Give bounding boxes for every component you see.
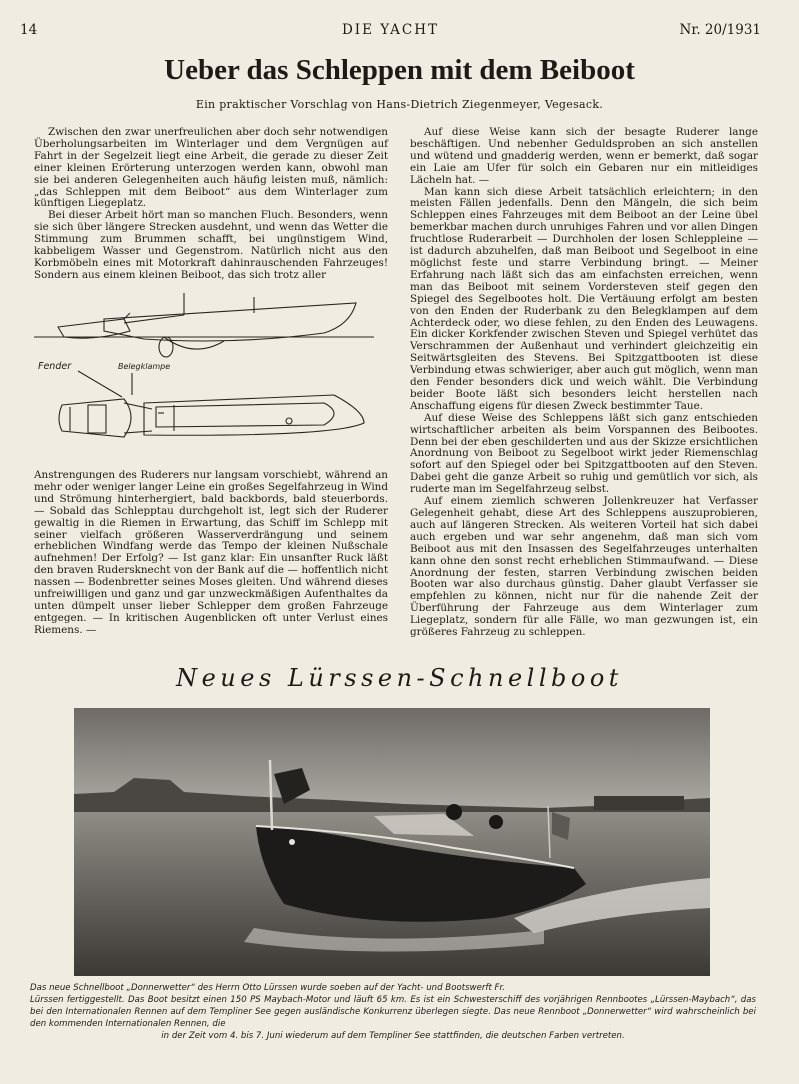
paragraph: Bei dieser Arbeit hört man so manchen Fluch. Besonders, wenn sie sich über längere Strecken ausdehnt, und wenn das Wetter die Stimmung zum Brummen schafft, bei ungünstigem Wind, kabbeligem Wasser und Gegenstrom. Natürlich nicht aus den Korbmöbeln eines mit Motorkraft dahinrauschenden Fahrzeuges! Sondern aus einem kleinen Beiboot, das sich trotz aller <box>34 209 388 281</box>
fender-label: Fender <box>38 361 72 372</box>
left-column-top <box>34 127 388 282</box>
paragraph: Anstrengungen des Ruderers nur langsam vorschiebt, während an mehr oder weniger langer Leine ein großes Segelfahrzeug in Wind und Strömung hinterhergiert, bald backbords, bald steuerbords. — Sobald das Schlepptau durchgeholt ist, legt sich der Ruderer gewaltig in die Riemen in Erwartung, das Schiff im Schlepp mit seiner vielfach größeren Wasserverdrängung und seinem erheblichen Windfang werde das Tempo der kleinen Nußschale aufnehmen! Der Erfolg? — Ist ganz klar: Ein unsanfter Ruck läßt den braven Rudersknecht von der Bank auf die — hoffentlich nicht nassen — Bodenbretter seines Moses gleiten. Und während dieses unfreiwilligen und ganz und gar unzweckmäßigen Aufenthaltes da unten dümpelt unser lieber Schlepper dem großen Fahrzeuge entgegen. — In kritischen Augenblicken oft unter Verlust eines Riemens. — <box>34 469 388 636</box>
caption-line: Das neue Schnellboot „Donnerwetter“ des Herrn Otto Lürssen wurde soeben auf der Yacht- und Bootswerft Fr. <box>30 983 505 993</box>
towing-sketch <box>34 285 388 465</box>
page-number: 14 <box>20 22 38 38</box>
photo-caption <box>30 982 756 1042</box>
caption-line: Lürssen fertiggestellt. Das Boot besitzt einen 150 PS Maybach-Motor und läuft 65 km. Es ist ein Schwesterschiff des vorjährigen Rennbootes „Lürssen-Maybach“, das bei den Internationalen Rennen auf dem Templiner See gegen ausländische Konkurrenz überlegen siegte. Das neue Rennboot „Donnerwetter“ wird wahrscheinlich bei den kommenden Internationalen Rennen, die <box>30 995 756 1029</box>
paragraph: Zwischen den zwar unerfreulichen aber doch sehr notwendigen Überholungsarbeiten im Winterlager und dem Vergnügen auf Fahrt in der Segelzeit liegt eine Arbeit, die gerade zu dieser Zeit einer kleinen Erörterung unterzogen werden kann, obwohl man sie bei anderen Gelegenheiten auch häufig leisten muß, nämlich: „das Schleppen mit dem Beiboot“ aus dem Winterlager zum künftigen Liegeplatz. <box>34 126 388 210</box>
caption-line: in der Zeit vom 4. bis 7. Juni wiederum auf dem Templiner See stattfinden, die deutschen Farben vertreten. <box>161 1031 625 1041</box>
paragraph: Auf diese Weise kann sich der besagte Ruderer lange beschäftigen. Und nebenher Geduldsproben an sich anstellen und wütend und gnadderig werden, wenn er bemerkt, daß sogar ein Laie am Ufer für solch ein Gebaren nur ein mitleidiges Lächeln hat. — <box>410 126 758 186</box>
journal-title: DIE YACHT <box>341 22 440 38</box>
speedboat-photo <box>74 708 710 976</box>
cleat-label: Belegklampe <box>118 362 171 371</box>
paragraph: Man kann sich diese Arbeit tatsächlich erleichtern; in den meisten Fällen jedenfalls. Denn den Mängeln, die sich beim Schleppen eines Fahrzeuges mit dem Beiboot an der Leine übel bemerkbar machen durch unruhiges Fahren und vor allen Dingen fruchtlose Ruderarbeit — Durchholen der losen Schleppleine — ist dadurch abzuhelfen, daß man Beiboot und Segelboot in eine möglichst feste und starre Verbindung bringt. — Meiner Erfahrung nach läßt sich das am einfachsten erreichen, wenn man das Beiboot mit seinem Vordersteven steif gegen den Spiegel des Segelbootes holt. Die Vertäuung erfolgt am besten von den Enden der Ruderbank zu den Belegklampen auf dem Achterdeck oder, wo diese fehlen, zu den Enden des Leuwagens. Ein dicker Korkfender zwischen Steven und Spiegel verhütet das Verschrammen der Außenhaut und verhindert gleichzeitig ein Seitwärtsgleiten des Stevens. Bei Spitzgattbooten ist diese Verbindung etwas schwieriger, aber auch gut möglich, wenn man den Fender besonders dick und weich wählt. Die Verbindung beider Boote läßt sich besonders leicht herstellen nach Anschaffung eigens für diesen Zweck bestimmter Taue. <box>410 185 758 412</box>
article-title: Ueber das Schleppen mit dem Beiboot <box>164 54 635 86</box>
paragraph: Auf diese Weise des Schleppens läßt sich ganz entschieden wirtschaftlicher arbeiten als beim Vorspannen des Beibootes. Denn bei der eben geschilderten und aus der Skizze ersichtlichen Anordnung von Beiboot zu Segelboot wirkt jeder Riemenschlag sofort auf den Spiegel oder bei Spitzgattbooten auf den Steven. Dabei geht die ganze Arbeit so ruhig und gemütlich vor sich, als ruderte man im Segelfahrzeug selbst. <box>410 411 758 496</box>
section-title: Neues Lürssen-Schnellboot <box>176 664 623 692</box>
paragraph: Auf einem ziemlich schweren Jollenkreuzer hat Verfasser Gelegenheit gehabt, diese Art des Schleppens auszuprobieren, auch auf längeren Strecken. Als weiteren Vorteil hat sich dabei auch ergeben und war sehr angenehm, daß man sich vom Beiboot aus mit den Insassen des Segelfahrzeuges unterhalten kann ohne den sonst recht erheblichen Stimmaufwand. — Diese Anordnung der festen, starren Verbindung zwischen beiden Booten war also durchaus günstig. Daher glaubt Verfasser sie empfehlen zu können, nicht nur für die nahende Zeit der Überführung der Fahrzeuge aus dem Winterlager zum Liegeplatz, sondern für alle Fälle, wo man gezwungen ist, ein größeres Fahrzeug zu schleppen. <box>410 495 758 639</box>
article-subtitle: Ein praktischer Vorschlag von Hans-Dietrich Ziegenmeyer, Vegesack. <box>195 98 604 111</box>
page-header <box>20 22 761 42</box>
issue-number: Nr. 20/1931 <box>679 22 761 38</box>
left-column-bottom <box>34 470 388 637</box>
right-column <box>410 127 758 639</box>
